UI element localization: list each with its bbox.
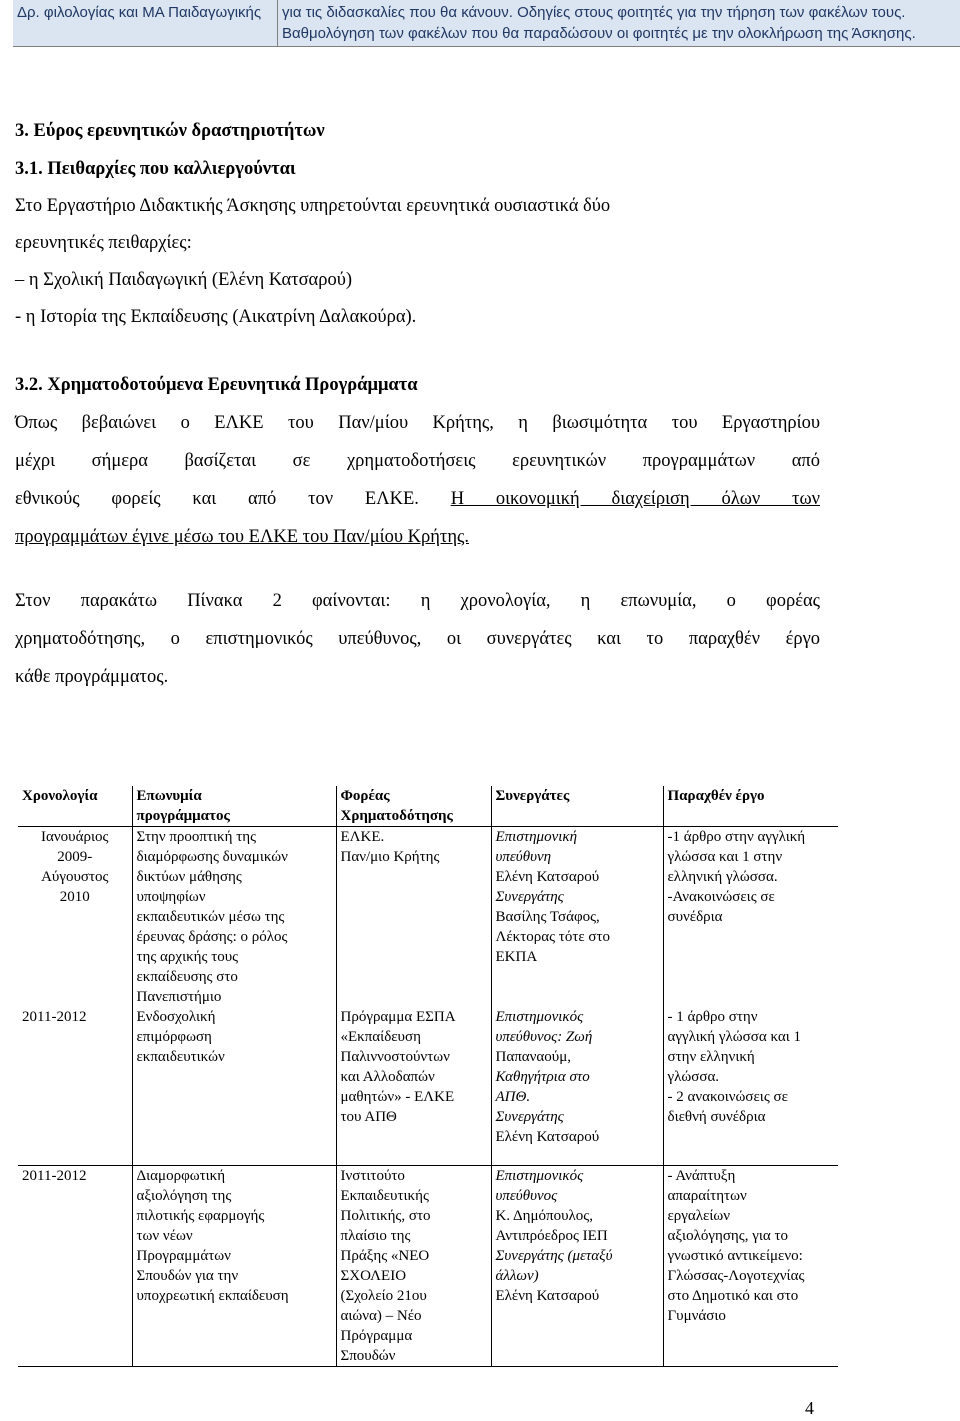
column-header-output: Παραχθέν έργο xyxy=(663,786,838,827)
cell-line: Παπαναούμ, xyxy=(495,1049,571,1065)
paragraph-line: ερευνητικές πειθαρχίες: xyxy=(15,233,192,253)
cell-line: Προγραμμάτων xyxy=(136,1248,231,1264)
cell-line: 2009- xyxy=(57,849,93,865)
table-cell-funder xyxy=(336,1007,491,1166)
cell-line: υπεύθυνη xyxy=(495,849,552,865)
table-cell-year xyxy=(18,827,132,1008)
cell-line: Πρόγραμμα ΕΣΠΑ xyxy=(340,1009,456,1025)
cell-line: συνέδρια xyxy=(667,909,723,925)
cell-line: αγγλική γλώσσα και 1 xyxy=(667,1029,802,1045)
header-text: Φορέας xyxy=(340,788,390,804)
cell-line: Συνεργάτης xyxy=(495,889,564,905)
cell-line: Συνεργάτης xyxy=(495,1109,564,1125)
cell-line: ΕΛΚΕ. xyxy=(340,829,385,845)
cell-line: και Αλλοδαπών xyxy=(340,1069,435,1085)
cell-line: Ινστιτούτο xyxy=(340,1168,405,1184)
section-title: 3. Εύρος ερευνητικών δραστηριοτήτων xyxy=(15,121,325,141)
cell-line: των νέων xyxy=(136,1228,193,1244)
cell-line: Ελένη Κατσαρού xyxy=(495,869,600,885)
table-cell-output xyxy=(663,1166,838,1367)
paragraph-segment: εθνικούς φορείς και από τον ΕΛΚΕ. xyxy=(15,489,419,509)
cell-line: εργαλείων xyxy=(667,1208,731,1224)
cell-line: Συνεργάτης (μεταξύ xyxy=(495,1248,613,1264)
cell-line: πιλοτικής εφαρμογής xyxy=(136,1208,265,1224)
cell-line: αξιολόγησης, για το xyxy=(667,1228,788,1244)
table-cell-year xyxy=(18,1007,132,1166)
cell-line: διαμόρφωσης δυναμικών xyxy=(136,849,288,865)
cell-line: (Σχολείο 21ου xyxy=(340,1288,427,1304)
cell-line: Αύγουστος xyxy=(41,869,109,885)
cell-line: Πολιτικής, στο xyxy=(340,1208,431,1224)
cell-line: -Ανακοινώσεις σε xyxy=(667,889,775,905)
cell-line: Πρόγραμμα xyxy=(340,1328,413,1344)
spacer xyxy=(15,336,820,366)
cell-line: Διαμορφωτική xyxy=(136,1168,226,1184)
table-cell-partners xyxy=(491,1007,663,1166)
cell-line: Παλιννοστούντων xyxy=(340,1049,450,1065)
paragraph-line: Στον παρακάτω Πίνακα 2 φαίνονται: η χρονολογία, η επωνυμία, ο φορέας xyxy=(15,591,820,611)
cell-line: υποψηφίων xyxy=(136,889,206,905)
cell-line: γλώσσα και 1 στην xyxy=(667,849,783,865)
paragraph-line: Στο Εργαστήριο Διδακτικής Άσκησης υπηρετούνται ερευνητικά ουσιαστικά δύο xyxy=(15,196,611,216)
cell-line: Ελένη Κατσαρού xyxy=(495,1129,600,1145)
paragraph-table-intro xyxy=(15,582,820,696)
cell-line: υπεύθυνος xyxy=(495,1188,558,1204)
cell-line: - 2 ανακοινώσεις σε xyxy=(667,1089,788,1105)
paragraph-line: Όπως βεβαιώνει ο ΕΛΚΕ του Παν/μίου Κρήτης, η βιωσιμότητα του Εργαστηρίου xyxy=(15,413,820,433)
table-cell-output xyxy=(663,827,838,1008)
header-text: Επωνυμία xyxy=(136,788,202,804)
table-row xyxy=(18,1166,838,1367)
cell-line: Επιστημονικός xyxy=(495,1009,584,1025)
column-header-year: Χρονολογία xyxy=(18,786,132,827)
cell-line: Αντιπρόεδρος ΙΕΠ xyxy=(495,1228,608,1244)
cell-line: επιμόρφωση xyxy=(136,1029,212,1045)
header-right: για τις διδασκαλίες που θα κάνουν. Οδηγίες στους φοιτητές για την τήρηση των φακέλων τους. Βαθμολόγηση των φακέλων που θα παραδώσουν οι φοιτητές με την ολοκλήρωση της Άσκησης. xyxy=(278,0,960,47)
column-header-name xyxy=(132,786,336,827)
cell-line: υποχρεωτική εκπαίδευση xyxy=(136,1288,289,1304)
cell-line: έρευνας δράσης: ο ρόλος xyxy=(136,929,288,945)
table-cell-funder xyxy=(336,1166,491,1367)
cell-line: - 1 άρθρο στην xyxy=(667,1009,758,1025)
paragraph-line: κάθε προγράμματος. xyxy=(15,667,169,687)
table-row xyxy=(18,1007,838,1166)
table-cell-name xyxy=(132,1007,336,1166)
cell-line: του ΑΠΘ xyxy=(340,1109,397,1125)
main-content xyxy=(15,112,820,696)
cell-line: δικτύων μάθησης xyxy=(136,869,242,885)
list-item: – η Σχολική Παιδαγωγική (Ελένη Κατσαρού) xyxy=(15,270,353,290)
table-header-row xyxy=(18,786,838,827)
paragraph-line xyxy=(15,480,820,518)
paragraph-line: χρηματοδότησης, ο επιστημονικός υπεύθυνος, οι συνεργάτες και το παραχθέν έργο xyxy=(15,629,820,649)
cell-line: 2010 xyxy=(59,889,90,905)
cell-line: γνωστικό αντικείμενο: xyxy=(667,1248,803,1264)
column-header-funder xyxy=(336,786,491,827)
cell-line: υπεύθυνος: Ζωή xyxy=(495,1029,593,1045)
header-text: προγράμματος xyxy=(136,808,230,824)
list-item: - η Ιστορία της Εκπαίδευσης (Αικατρίνη Δαλακούρα). xyxy=(15,307,417,327)
table-cell-output xyxy=(663,1007,838,1166)
cell-line: Βασίλης Τσάφος, xyxy=(495,909,600,925)
cell-line: Σπουδών για την xyxy=(136,1268,239,1284)
cell-line: διεθνή συνέδρια xyxy=(667,1109,766,1125)
cell-line: ΑΠΘ. xyxy=(495,1089,531,1105)
table-cell-partners xyxy=(491,1166,663,1367)
cell-line: γλώσσα. xyxy=(667,1069,720,1085)
cell-line: Λέκτορας τότε στο xyxy=(495,929,611,945)
cell-line: ΕΚΠΑ xyxy=(495,949,538,965)
cell-line: εκπαιδευτικών μέσω της xyxy=(136,909,285,925)
cell-line: αξιολόγηση της xyxy=(136,1188,232,1204)
paragraph-line: μέχρι σήμερα βασίζεται σε χρηματοδοτήσεις ερευνητικών προγραμμάτων από xyxy=(15,451,820,471)
cell-line: Στην προοπτική της xyxy=(136,829,257,845)
cell-line: Εκπαιδευτικής xyxy=(340,1188,429,1204)
cell-line: Κ. Δημόπουλος, xyxy=(495,1208,593,1224)
cell-line: Ενδοσχολική xyxy=(136,1009,216,1025)
table-cell-name xyxy=(132,827,336,1008)
table-cell-partners xyxy=(491,827,663,1008)
cell-line: αιώνα) – Νέο xyxy=(340,1308,422,1324)
subsection-title-3-1: 3.1. Πειθαρχίες που καλλιεργούνται xyxy=(15,159,296,179)
cell-line: ΣΧΟΛΕΙΟ xyxy=(340,1268,407,1284)
cell-line: απαραίτητων xyxy=(667,1188,747,1204)
page-header xyxy=(13,0,960,47)
cell-line: μαθητών» - ΕΛΚΕ xyxy=(340,1089,455,1105)
cell-line: Πανεπιστήμιο xyxy=(136,989,222,1005)
cell-line: Γυμνάσιο xyxy=(667,1308,726,1324)
programs-table xyxy=(18,786,838,1367)
cell-line: Γλώσσας-Λογοτεχνίας xyxy=(667,1268,805,1284)
underlined-text: Η οικονομική διαχείριση όλων των xyxy=(450,489,820,509)
cell-line: Σπουδών xyxy=(340,1348,396,1364)
cell-line: Παν/μιο Κρήτης xyxy=(340,849,440,865)
cell-line: Καθηγήτρια στο xyxy=(495,1069,590,1085)
column-header-partners: Συνεργάτες xyxy=(491,786,663,827)
cell-line: 2011-2012 xyxy=(22,1009,87,1025)
header-text: Χρηματοδότησης xyxy=(340,808,453,824)
cell-line: Πράξης «ΝΕΟ xyxy=(340,1248,430,1264)
table-body xyxy=(18,827,838,1367)
header-left: Δρ. φιλολογίας και ΜΑ Παιδαγωγικής xyxy=(13,0,278,47)
paragraph-funding xyxy=(15,404,820,556)
cell-line: στην ελληνική xyxy=(667,1049,755,1065)
cell-line: άλλων) xyxy=(495,1268,539,1284)
table-cell-funder xyxy=(336,827,491,1008)
subsection-title-3-2: 3.2. Χρηματοδοτούμενα Ερευνητικά Προγράμματα xyxy=(15,375,418,395)
cell-line: εκπαιδευτικών xyxy=(136,1049,225,1065)
cell-line: Επιστημονική xyxy=(495,829,578,845)
cell-line: - Ανάπτυξη xyxy=(667,1168,736,1184)
cell-line: ελληνική γλώσσα. xyxy=(667,869,778,885)
cell-line: Ελένη Κατσαρού xyxy=(495,1288,600,1304)
cell-line: Ιανουάριος xyxy=(41,829,109,845)
cell-line: στο Δημοτικό και στο xyxy=(667,1288,799,1304)
cell-line: της αρχικής τους xyxy=(136,949,239,965)
cell-line: πλαίσιο της xyxy=(340,1228,411,1244)
cell-line: Επιστημονικός xyxy=(495,1168,584,1184)
cell-line: 2011-2012 xyxy=(22,1168,87,1184)
page-number: 4 xyxy=(805,1398,814,1418)
underlined-text: προγραμμάτων έγινε μέσω του ΕΛΚΕ του Παν/μίου Κρήτης. xyxy=(15,527,469,547)
cell-line: εκπαίδευσης στο xyxy=(136,969,238,985)
spacer xyxy=(15,556,820,582)
table-row xyxy=(18,827,838,1008)
table-cell-year xyxy=(18,1166,132,1367)
cell-line: «Εκπαίδευση xyxy=(340,1029,421,1045)
cell-line: -1 άρθρο στην αγγλική xyxy=(667,829,806,845)
table-cell-name xyxy=(132,1166,336,1367)
